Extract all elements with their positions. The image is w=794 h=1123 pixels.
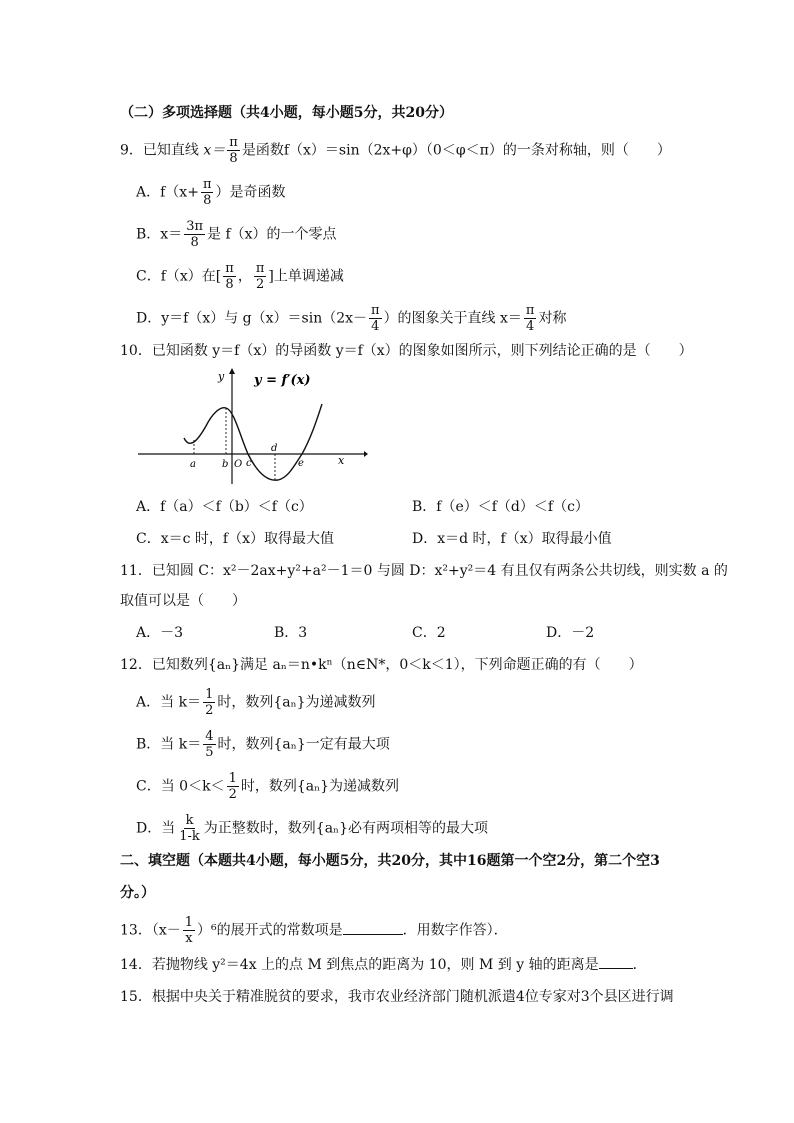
y-axis-arrow [229,368,235,374]
derivative-graph [138,366,368,486]
q9-option-a: A．f（x+ $\frac{\pi}{8}$ ）是奇函数 [136,177,286,208]
fraction: $\frac{k}{1-k}$ [179,813,200,844]
fraction: $\frac{1}{2}$ [205,687,214,718]
fraction: $\frac{3\pi}{8}$ [186,219,204,250]
label-origin: O [234,459,243,470]
fraction: $\frac{\pi}{8}$ [202,177,212,208]
q12-option-d: D．当 $\frac{k}{1-k}$ 为正整数时，数列{aₙ}必有两项相等的最大项 [136,813,488,844]
label-e: e [298,458,304,469]
question-9: 9．已知直线 x＝ $\frac{\pi}{8}$ 是函数f（x）＝sin（2x+φ）（0＜φ＜π）的一条对称轴，则（ ） [120,135,671,166]
label-x: x [338,454,345,467]
answer-blank[interactable] [599,954,633,969]
q10-option-c: C．x＝c 时，f（x）取得最大值 [136,531,334,547]
q11-option-a: A．－3 [136,625,184,641]
fraction: $\frac{\pi}{2}$ [255,261,265,292]
question-11-line2: 取值可以是（ ） [120,593,246,609]
fraction: $\frac{\pi}{4}$ [525,303,535,334]
fraction: $\frac{1}{x}$ [184,915,193,946]
q10-option-b: B．f（e）＜f（d）＜f（c） [412,499,589,515]
fraction: $\frac{\pi}{4}$ [371,303,380,334]
question-10: 10．已知函数 y＝f（x）的导函数 y＝f（x）的图象如图所示，则下列结论正确的是（ ） [120,343,693,359]
section-header-multiple-choice: （二）多项选择题（共4小题，每小题5分，共20分） [120,105,453,121]
q10-option-d: D．x＝d 时，f（x）取得最小值 [412,531,612,547]
q11-option-c: C．2 [412,625,446,641]
q11-option-b: B．3 [274,625,308,641]
label-a: a [190,459,196,470]
fraction: $\frac{\pi}{8}$ [229,135,238,166]
question-number: 9． [120,142,143,159]
fraction: $\frac{1}{2}$ [228,771,237,802]
x-axis-arrow [364,451,368,457]
fraction: $\frac{4}{5}$ [205,729,214,760]
fraction: $\frac{\pi}{8}$ [225,261,234,292]
q12-option-c: C．当 0＜k＜ $\frac{1}{2}$ 时，数列{aₙ}为递减数列 [136,771,400,802]
label-b: b [222,459,229,470]
q11-option-d: D．－2 [546,625,595,641]
question-15: 15．根据中央关于精准脱贫的要求，我市农业经济部门随机派遣4位专家对3个县区进行调 [120,989,674,1005]
section-header-fill-blank-line1: 二、填空题（本题共4小题，每小题5分，共20分，其中16题第一个空2分，第二个空3 [120,853,660,869]
question-13: 13．（x－ $\frac{1}{x}$ ）⁶的展开式的常数项是 ．用数字作答）． [120,915,508,946]
graph-title: y = f′(x) [254,373,311,388]
q12-option-a: A．当 k＝ $\frac{1}{2}$ 时，数列{aₙ}为递减数列 [136,687,376,718]
q9-option-d: D．y＝f（x）与 g（x）＝sin（2x－ $\frac{\pi}{4}$ ）的图象关于直线 x＝ $\frac{\pi}{4}$ 对称 [136,303,567,334]
question-12: 12．已知数列{aₙ}满足 aₙ＝n•kⁿ（n∈N*，0＜k＜1），下列命题正确的有（ ） [120,657,643,673]
label-c: c [246,458,252,469]
section-header-fill-blank-line2: 分。） [120,885,155,901]
label-d: d [271,443,278,454]
q12-option-b: B．当 k＝ $\frac{4}{5}$ 时，数列{aₙ}一定有最大项 [136,729,390,760]
answer-blank[interactable] [343,920,403,935]
label-y: y [218,370,225,383]
question-11-line1: 11．已知圆 C：x²－2ax+y²+a²－1＝0 与圆 D：x²+y²＝4 有且仅有两条公共切线，则实数 a 的 [120,563,728,579]
q9-option-c: C．f（x）在[ $\frac{\pi}{8}$ ， $\frac{\pi}{2}$ ]上单调递减 [136,261,344,292]
q9-option-b: B．x＝ $\frac{3\pi}{8}$ 是 f（x）的一个零点 [136,219,337,250]
question-14: 14．若抛物线 y²＝4x 上的点 M 到焦点的距离为 10，则 M 到 y 轴的距离是 ． [120,954,680,976]
q10-option-a: A．f（a）＜f（b）＜f（c） [136,499,313,515]
